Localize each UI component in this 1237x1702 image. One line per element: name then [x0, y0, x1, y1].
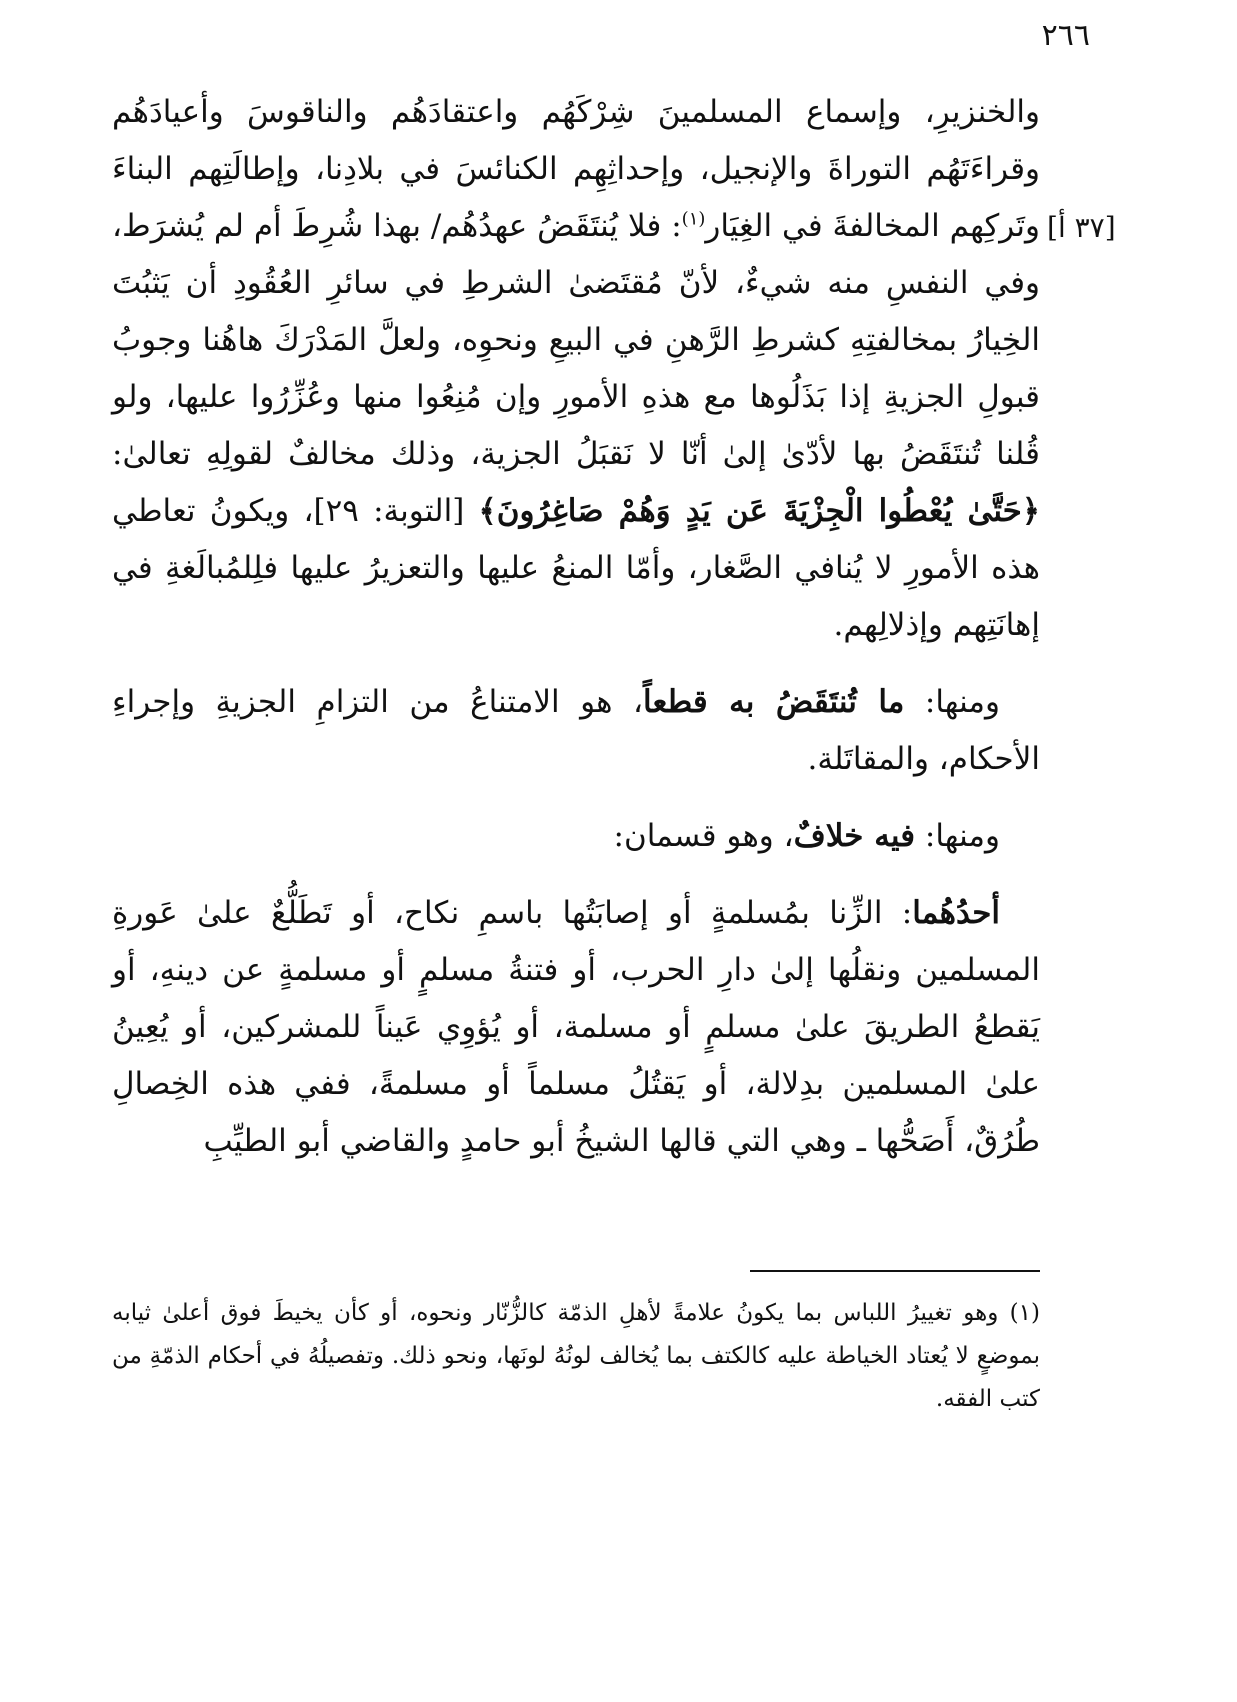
folio-marker: [٣٧ أ] [1047, 211, 1116, 244]
main-text [112, 84, 1040, 1170]
footnote-marker: (١) [1009, 1300, 1040, 1326]
footnote-1 [112, 1292, 1040, 1421]
paragraph-3 [112, 808, 1040, 865]
paragraph-1-part-2: : فلا يُنتَقَضُ عهدُهُم/ بهذا شُرِطَ أم لم يُشرَط، وفي النفسِ منه شيءٌ، لأنّ مُقتَضىٰ الشرطِ في سائرِ العُقُودِ أن يَثبُتَ الخِيارُ بمخالفتِهِ كشرطِ الرَّهنِ في البيعِ ونحوِه، ولعلَّ المَدْرَكَ هاهُنا وجوبُ قبولِ الجزيةِ إذا بَذَلُوها مع هذهِ الأمورِ وإن مُنِعُوا منها وعُزِّرُوا عليها، ولو قُلنا تُنتَقَضُ بها لأدّىٰ إلىٰ أنّا لا نَقبَلُ الجزية، وذلك مخالفٌ لقولِهِ تعالىٰ: [112, 208, 1040, 472]
footnote-reference: (١) [681, 208, 706, 230]
paragraph-3-lead: ومنها: [915, 818, 1000, 854]
page-number: ٢٦٦ [1041, 18, 1090, 53]
paragraph-4-heading: أحدُهُما [912, 895, 1000, 931]
paragraph-4 [112, 885, 1040, 1170]
paragraph-1-part-3: [التوبة: ٢٩]، ويكونُ تعاطي هذه الأمورِ لا يُنافي الصَّغار، وأمّا المنعُ عليها والتعزيرُ عليها فلِلمُبالَغةِ في إهانَتِهم وإذلالِهم. [112, 493, 1040, 643]
paragraph-3-text: ، وهو قسمان: [613, 818, 794, 854]
paragraph-4-text: : الزِّنا بمُسلمةٍ أو إصابَتُها باسمِ نكاح، أو تَطَلُّعٌ علىٰ عَورةِ المسلمين ونقلُها إلىٰ دارِ الحرب، أو فتنةُ مسلمٍ أو مسلمةٍ عن دينهِ، أو يَقطعُ الطريقَ علىٰ مسلمٍ أو مسلمة، أو يُؤوِي عَيناً للمشركين، أو يُعِينُ علىٰ المسلمين بدِلالة، أو يَقتُلُ مسلماً أو مسلمةً، ففي هذه الخِصالِ طُرُقٌ، أَصَحُّها ـ وهي التي قالها الشيخُ أبو حامدٍ والقاضي أبو الطيِّبِ [112, 895, 1040, 1159]
paragraph-2-text: ، هو الامتناعُ من التزامِ الجزيةِ وإجراءِ الأحكام، والمقاتَلة. [112, 684, 1040, 777]
paragraph-2 [112, 674, 1040, 788]
quran-verse: ﴿حَتَّىٰ يُعْطُوا الْجِزْيَةَ عَن يَدٍ وَهُمْ صَاغِرُونَ﴾ [478, 493, 1040, 529]
footnotes [112, 1292, 1040, 1421]
paragraph-1-part-1: والخنزيرِ، وإسماع المسلمينَ شِرْكَهُم واعتقادَهُم والناقوسَ وأعيادَهُم وقراءَتَهُم التوراةَ والإنجيل، وإحداثِهِم الكنائسَ في بلادِنا، وإطالَتِهم البناءَ وتَركِهم المخالفةَ في الغِيَار [112, 94, 1040, 244]
paragraph-2-lead: ومنها: [904, 684, 1001, 720]
paragraph-1 [112, 84, 1040, 654]
footnote-text: وهو تغييرُ اللباس بما يكونُ علامةً لأهلِ الذمّة كالزُّنّار ونحوه، أو كأن يخيطَ فوق أعلىٰ ثيابه بموضعٍ لا يُعتاد الخياطة عليه كالكتف بما يُخالف لونُهُ لونَها، ونحو ذلك. وتفصيلُهُ في أحكام الذمّةِ من كتب الفقه. [112, 1300, 1040, 1412]
paragraph-2-heading: ما تُنتَقَضُ به قطعاً [643, 684, 905, 720]
paragraph-3-heading: فيه خلافٌ [793, 818, 916, 854]
footnote-separator [750, 1270, 1040, 1272]
